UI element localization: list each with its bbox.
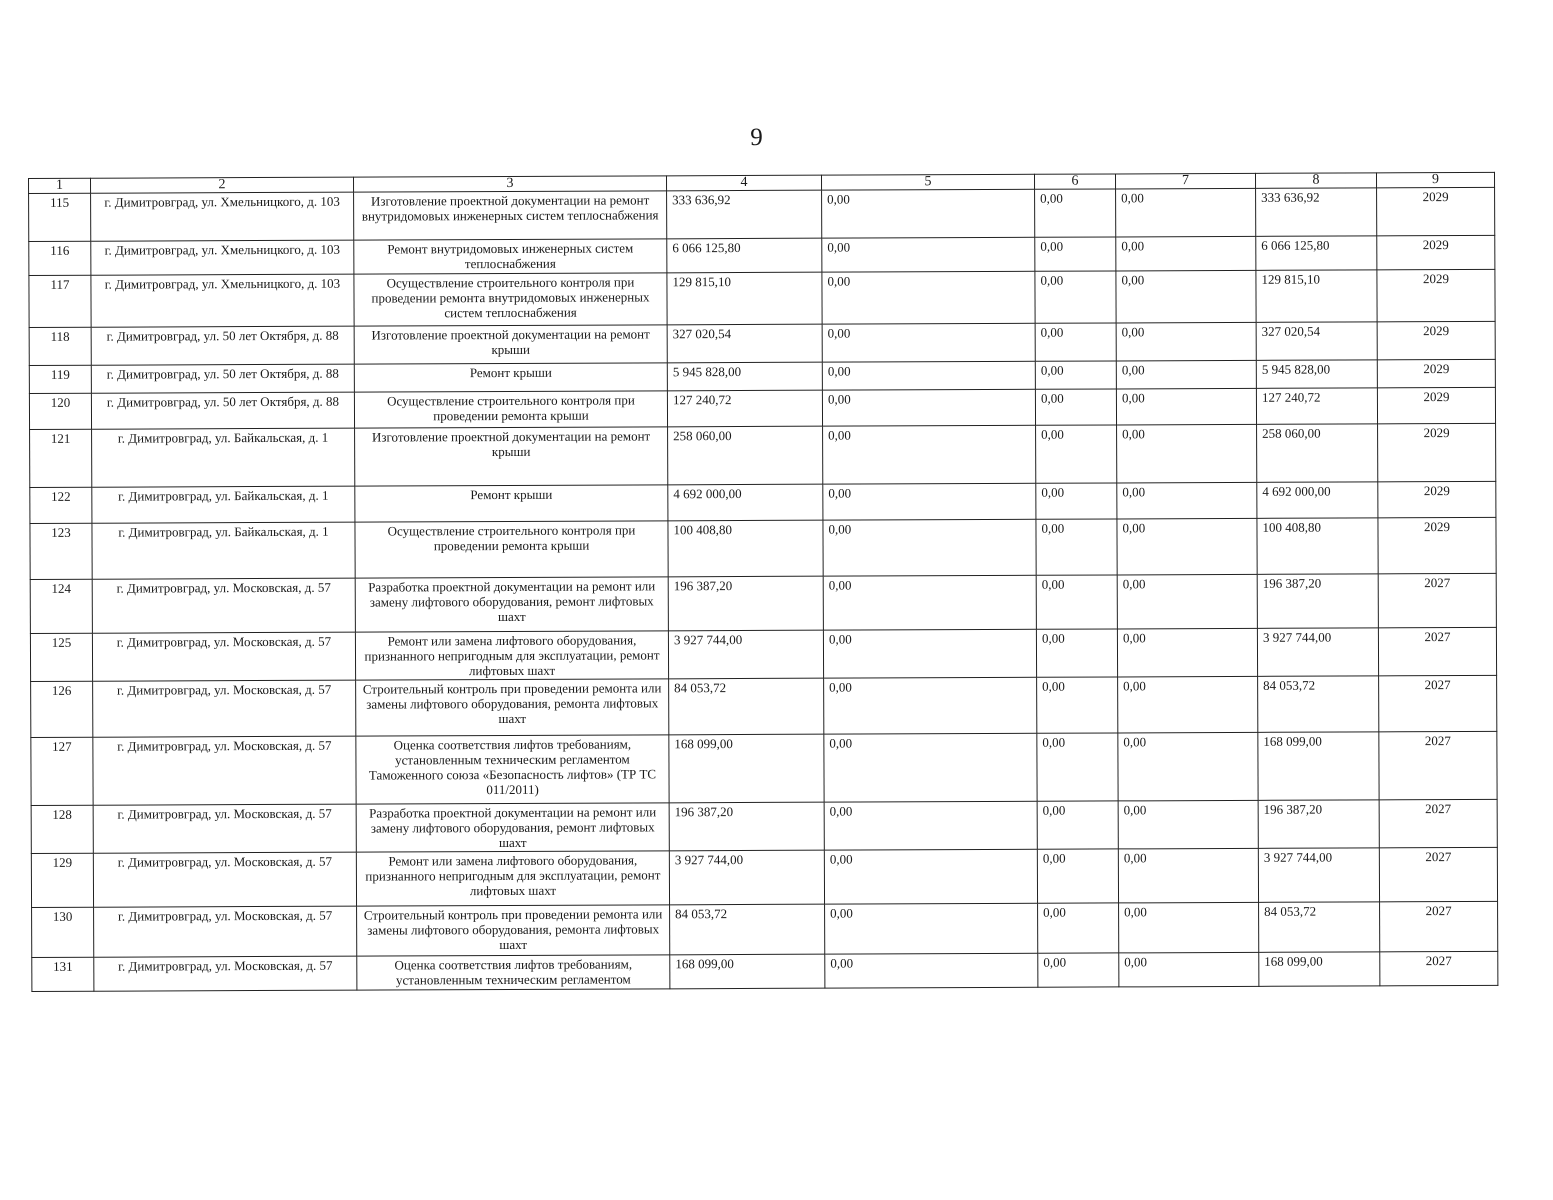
year-cell: 2027 <box>1380 901 1498 951</box>
amount-cell: 0,00 <box>1038 903 1119 953</box>
amount-cell: 0,00 <box>1118 676 1258 733</box>
amount-cell: 0,00 <box>823 483 1036 520</box>
year-cell: 2029 <box>1378 517 1496 573</box>
table-row <box>32 951 1498 991</box>
row-number: 120 <box>29 393 91 429</box>
work-type-cell: Изготовление проектной документации на ремонт крыши <box>355 427 668 486</box>
amount-cell: 6 066 125,80 <box>667 238 822 273</box>
row-number: 116 <box>29 241 91 275</box>
amount-cell: 0,00 <box>822 323 1035 362</box>
amount-cell: 0,00 <box>822 237 1035 272</box>
amount-cell: 0,00 <box>1116 270 1256 323</box>
amount-cell: 4 692 000,00 <box>1257 482 1378 519</box>
year-cell: 2027 <box>1379 675 1497 731</box>
amount-cell: 3 927 744,00 <box>668 630 823 679</box>
amount-cell: 0,00 <box>824 733 1037 802</box>
amount-cell: 0,00 <box>822 271 1035 324</box>
year-cell: 2029 <box>1377 269 1495 321</box>
amount-cell: 333 636,92 <box>1256 188 1377 237</box>
table-row <box>32 901 1498 957</box>
work-type-cell: Изготовление проектной документации на ремонт внутридомовых инженерных систем теплоснабжения <box>354 191 667 240</box>
amount-cell: 0,00 <box>1117 424 1257 483</box>
amount-cell: 168 099,00 <box>669 734 824 803</box>
amount-cell: 0,00 <box>1035 271 1116 323</box>
work-type-cell: Ремонт крыши <box>355 485 668 522</box>
address-cell: г. Димитровград, ул. Московская, д. 57 <box>93 852 356 907</box>
amount-cell: 5 945 828,00 <box>1256 360 1377 389</box>
amount-cell: 100 408,80 <box>1257 518 1378 575</box>
amount-cell: 196 387,20 <box>1258 800 1379 849</box>
address-cell: г. Димитровград, ул. Хмельницкого, д. 103 <box>91 274 354 327</box>
amount-cell: 129 815,10 <box>1256 270 1377 323</box>
amount-cell: 0,00 <box>1035 361 1116 389</box>
amount-cell: 127 240,72 <box>667 390 822 427</box>
amount-cell: 0,00 <box>1118 800 1258 849</box>
row-number: 122 <box>30 487 92 523</box>
address-cell: г. Димитровград, ул. Московская, д. 57 <box>92 578 355 633</box>
address-cell: г. Димитровград, ул. 50 лет Октября, д. 88 <box>91 392 354 429</box>
amount-cell: 0,00 <box>1035 237 1116 271</box>
table-row <box>30 517 1496 579</box>
row-number: 117 <box>29 275 91 327</box>
work-type-cell: Осуществление строительного контроля при проведении ремонта внутридомовых инженерных систем теплоснабжения <box>354 273 667 326</box>
amount-cell: 0,00 <box>1116 322 1256 361</box>
amount-cell: 3 927 744,00 <box>1257 628 1378 677</box>
row-number: 124 <box>30 579 92 633</box>
amount-cell: 0,00 <box>1119 952 1259 987</box>
amount-cell: 0,00 <box>1037 801 1118 849</box>
work-schedule-table <box>28 172 1498 992</box>
amount-cell: 0,00 <box>1116 188 1256 237</box>
year-cell: 2029 <box>1377 321 1495 359</box>
amount-cell: 196 387,20 <box>1257 574 1378 629</box>
amount-cell: 4 692 000,00 <box>668 484 823 521</box>
header-cell: 2 <box>91 177 354 193</box>
row-number: 128 <box>31 805 93 853</box>
work-type-cell: Строительный контроль при проведении ремонта или замены лифтового оборудования, ремонта лифтовых шахт <box>357 905 670 956</box>
amount-cell: 0,00 <box>1036 629 1117 677</box>
amount-cell: 3 927 744,00 <box>1258 848 1379 903</box>
header-cell: 4 <box>666 175 821 191</box>
table-row <box>30 481 1496 523</box>
amount-cell: 327 020,54 <box>667 324 822 363</box>
work-type-cell: Осуществление строительного контроля при проведении ремонта крыши <box>354 391 667 428</box>
address-cell: г. Димитровград, ул. Московская, д. 57 <box>94 906 357 957</box>
amount-cell: 0,00 <box>1117 518 1257 575</box>
year-cell: 2027 <box>1378 627 1496 675</box>
table-row <box>31 799 1497 853</box>
address-cell: г. Димитровград, ул. Московская, д. 57 <box>93 804 356 853</box>
row-number: 118 <box>29 327 91 365</box>
address-cell: г. Димитровград, ул. Московская, д. 57 <box>93 680 356 737</box>
row-number: 130 <box>32 907 94 957</box>
amount-cell: 0,00 <box>1036 483 1117 519</box>
header-cell: 7 <box>1115 173 1255 189</box>
amount-cell: 258 060,00 <box>668 426 823 485</box>
amount-cell: 0,00 <box>824 677 1037 734</box>
amount-cell: 0,00 <box>1036 425 1117 483</box>
amount-cell: 84 053,72 <box>1258 676 1379 733</box>
amount-cell: 0,00 <box>1036 575 1117 629</box>
header-cell: 9 <box>1376 172 1494 187</box>
header-cell: 3 <box>353 176 666 192</box>
table-body <box>29 187 1498 991</box>
amount-cell: 100 408,80 <box>668 520 823 577</box>
amount-cell: 333 636,92 <box>667 190 822 239</box>
amount-cell: 0,00 <box>1037 733 1118 801</box>
row-number: 121 <box>30 429 92 487</box>
amount-cell: 0,00 <box>1037 677 1118 733</box>
year-cell: 2027 <box>1379 731 1497 799</box>
amount-cell: 168 099,00 <box>1259 952 1380 987</box>
amount-cell: 129 815,10 <box>667 272 822 325</box>
amount-cell: 0,00 <box>823 629 1036 678</box>
row-number: 123 <box>30 523 92 579</box>
year-cell: 2027 <box>1378 573 1496 627</box>
year-cell: 2027 <box>1379 847 1497 901</box>
amount-cell: 3 927 744,00 <box>669 850 824 905</box>
address-cell: г. Димитровград, ул. Московская, д. 57 <box>94 956 357 991</box>
amount-cell: 0,00 <box>1118 848 1258 903</box>
row-number: 131 <box>32 957 94 991</box>
table-row <box>29 387 1495 429</box>
amount-cell: 0,00 <box>1116 388 1256 425</box>
address-cell: г. Димитровград, ул. Московская, д. 57 <box>92 632 355 681</box>
amount-cell: 0,00 <box>823 425 1036 484</box>
address-cell: г. Димитровград, ул. Хмельницкого, д. 103 <box>91 192 354 241</box>
amount-cell: 0,00 <box>824 849 1037 904</box>
address-cell: г. Димитровград, ул. 50 лет Октября, д. 88 <box>91 364 354 393</box>
header-cell: 5 <box>821 174 1034 190</box>
address-cell: г. Димитровград, ул. 50 лет Октября, д. 88 <box>91 326 354 365</box>
amount-cell: 127 240,72 <box>1256 388 1377 425</box>
amount-cell: 0,00 <box>823 519 1036 576</box>
year-cell: 2029 <box>1377 187 1495 235</box>
page-number: 9 <box>750 124 763 151</box>
address-cell: г. Димитровград, ул. Байкальская, д. 1 <box>92 428 355 487</box>
work-type-cell: Оценка соответствия лифтов требованиям, установленным техническим регламентом <box>357 955 670 990</box>
work-type-cell: Разработка проектной документации на ремонт или замену лифтового оборудования, ремонт лифтовых шахт <box>356 803 669 852</box>
table-row <box>30 573 1496 633</box>
amount-cell: 0,00 <box>1117 628 1257 677</box>
amount-cell: 6 066 125,80 <box>1256 236 1377 271</box>
amount-cell: 0,00 <box>1038 953 1119 987</box>
year-cell: 2029 <box>1377 387 1495 423</box>
year-cell: 2029 <box>1377 359 1495 387</box>
row-number: 115 <box>29 193 91 241</box>
work-type-cell: Ремонт крыши <box>354 363 667 392</box>
amount-cell: 0,00 <box>1035 323 1116 361</box>
work-type-cell: Разработка проектной документации на ремонт или замену лифтового оборудования, ремонт лифтовых шахт <box>355 577 668 632</box>
amount-cell: 0,00 <box>1116 236 1256 271</box>
work-type-cell: Строительный контроль при проведении ремонта или замены лифтового оборудования, ремонта лифтовых шахт <box>356 679 669 736</box>
amount-cell: 0,00 <box>1035 389 1116 425</box>
amount-cell: 327 020,54 <box>1256 322 1377 361</box>
amount-cell: 0,00 <box>824 801 1037 850</box>
table-row <box>29 187 1495 241</box>
work-type-cell: Осуществление строительного контроля при проведении ремонта крыши <box>355 521 668 578</box>
header-cell: 1 <box>29 178 91 193</box>
table-row <box>29 269 1495 327</box>
amount-cell: 5 945 828,00 <box>667 362 822 391</box>
amount-cell: 0,00 <box>1118 732 1258 801</box>
amount-cell: 168 099,00 <box>1258 732 1379 801</box>
amount-cell: 84 053,72 <box>669 678 824 735</box>
work-type-cell: Изготовление проектной документации на ремонт крыши <box>354 325 667 364</box>
row-number: 129 <box>31 853 93 907</box>
row-number: 125 <box>30 633 92 681</box>
header-cell: 8 <box>1255 173 1376 189</box>
amount-cell: 168 099,00 <box>670 954 825 989</box>
work-type-cell: Оценка соответствия лифтов требованиям, установленным техническим регламентом Таможенного союза «Безопасность лифтов» (ТР ТС 011/2011) <box>356 735 669 804</box>
amount-cell: 0,00 <box>822 389 1035 426</box>
amount-cell: 196 387,20 <box>668 576 823 631</box>
table-row <box>30 627 1496 681</box>
amount-cell: 0,00 <box>1116 360 1256 389</box>
amount-cell: 0,00 <box>1117 574 1257 629</box>
amount-cell: 0,00 <box>1117 482 1257 519</box>
address-cell: г. Димитровград, ул. Хмельницкого, д. 103 <box>91 240 354 275</box>
amount-cell: 0,00 <box>1036 519 1117 575</box>
amount-cell: 0,00 <box>822 189 1035 238</box>
header-cell: 6 <box>1034 174 1115 189</box>
table-row <box>29 321 1495 365</box>
year-cell: 2027 <box>1380 951 1498 985</box>
table-row <box>30 423 1496 487</box>
row-number: 127 <box>31 737 93 805</box>
address-cell: г. Димитровград, ул. Московская, д. 57 <box>93 736 356 805</box>
amount-cell: 84 053,72 <box>1259 902 1380 953</box>
amount-cell: 0,00 <box>825 953 1038 988</box>
work-type-cell: Ремонт внутридомовых инженерных систем теплоснабжения <box>354 239 667 274</box>
amount-cell: 0,00 <box>1037 849 1118 903</box>
year-cell: 2029 <box>1377 235 1495 269</box>
amount-cell: 0,00 <box>823 575 1036 630</box>
address-cell: г. Димитровград, ул. Байкальская, д. 1 <box>92 522 355 579</box>
row-number: 119 <box>29 365 91 393</box>
table-row <box>31 731 1497 805</box>
work-type-cell: Ремонт или замена лифтового оборудования, признанного непригодным для эксплуатации, ремонт лифтовых шахт <box>355 631 668 680</box>
amount-cell: 0,00 <box>1119 902 1259 953</box>
year-cell: 2029 <box>1378 423 1496 481</box>
row-number: 126 <box>31 681 93 737</box>
table-row <box>31 847 1497 907</box>
amount-cell: 196 387,20 <box>669 802 824 851</box>
amount-cell: 0,00 <box>825 903 1038 954</box>
amount-cell: 84 053,72 <box>670 904 825 955</box>
amount-cell: 0,00 <box>1035 189 1116 237</box>
amount-cell: 258 060,00 <box>1257 424 1378 483</box>
year-cell: 2027 <box>1379 799 1497 847</box>
table-row <box>31 675 1497 737</box>
address-cell: г. Димитровград, ул. Байкальская, д. 1 <box>92 486 355 523</box>
year-cell: 2029 <box>1378 481 1496 517</box>
work-type-cell: Ремонт или замена лифтового оборудования, признанного непригодным для эксплуатации, ремонт лифтовых шахт <box>356 851 669 906</box>
amount-cell: 0,00 <box>822 361 1035 390</box>
